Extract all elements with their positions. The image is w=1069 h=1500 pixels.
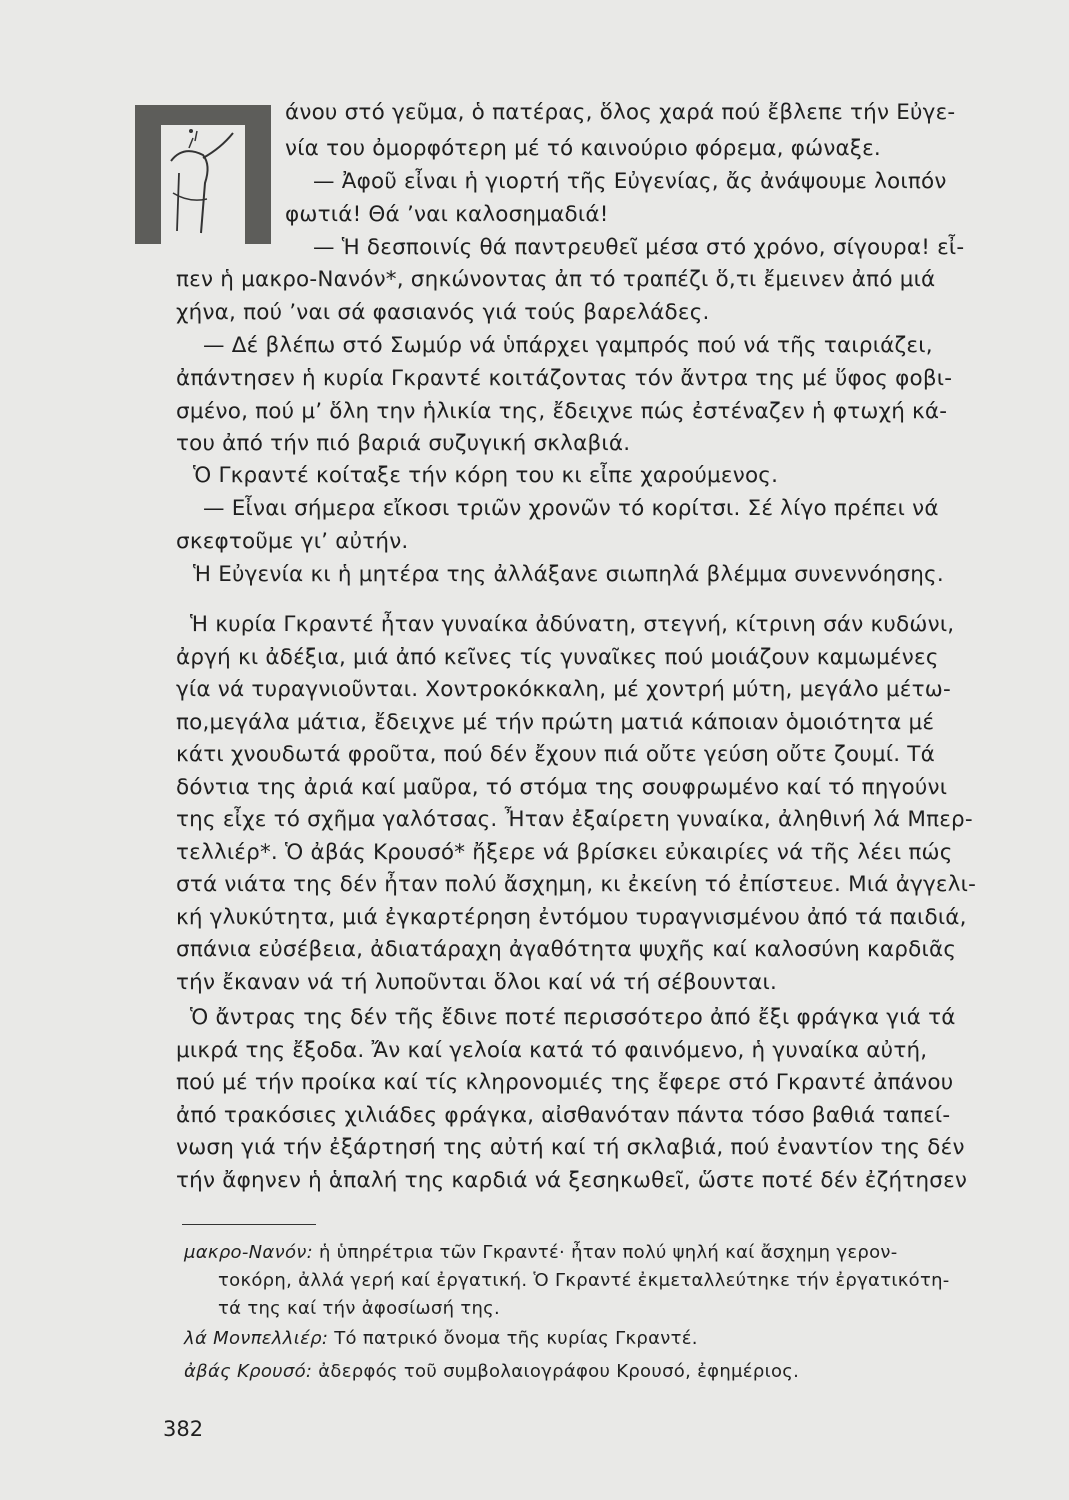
text-line: νία του ὀμορφότερη μέ τό καινούριο φόρεμα, φώναξε. <box>285 136 881 161</box>
text-line: μικρά της ἔξοδα. Ἄν καί γελοία κατά τό φαινόμενο, ἡ γυναίκα αὐτή, <box>176 1038 928 1063</box>
text-line: — Ἡ δεσποινίς θά παντρευθεῖ μέσα στό χρόνο, σίγουρα! εἶ- <box>313 235 965 260</box>
text-line: ἀπάντησεν ἡ κυρία Γκραντέ κοιτάζοντας τόν ἄντρα της μέ ὕφος φοβι- <box>176 366 953 391</box>
footnote <box>184 1361 799 1382</box>
text-line: της εἶχε τό σχῆμα γαλότσας. Ἦταν ἐξαίρετη γυναίκα, ἀληθινή λά Μπερ- <box>176 807 973 832</box>
footnote-text: ἀδερφός τοῦ συμβολαιογράφου Κρουσό, ἐφημέριος. <box>312 1361 800 1382</box>
footnote-continuation: τοκόρη, ἀλλά γερή καί ἐργατική. Ὁ Γκραντέ ἐκμεταλλεύτηκε τήν ἐργατικότη- <box>218 1270 950 1291</box>
footnote-term: ἀβάς Κρουσό: <box>184 1361 313 1382</box>
text-line: γία νά τυραγνιοῦνται. Χοντροκόκκαλη, μέ χοντρή μύτη, μεγάλο μέτω- <box>176 677 951 702</box>
footnote-continuation: τά της καί τήν ἀφοσίωσή της. <box>218 1298 501 1319</box>
text-line: σκεφτοῦμε γι’ αὐτήν. <box>176 529 409 554</box>
text-line: νωση γιά τήν ἐξάρτησή της αὐτή καί τή σκλαβιά, πού ἐναντίον της δέν <box>176 1135 965 1160</box>
text-line: τελλιέρ*. Ὁ ἀβάς Κρουσό* ἤξερε νά βρίσκει εὐκαιρίες νά τῆς λέει πώς <box>176 840 953 865</box>
footnote-term: λά Μονπελλιέρ: <box>184 1328 329 1349</box>
footnote <box>184 1242 898 1263</box>
text-line: κάτι χνουδωτά φροῦτα, πού δέν ἔχουν πιά οὔτε γεύση οὔτε ζουμί. Τά <box>176 742 936 767</box>
text-line: Ἡ κυρία Γκραντέ ἦταν γυναίκα ἀδύνατη, στεγνή, κίτρινη σάν κυδώνι, <box>190 612 955 637</box>
text-line: ἀργή κι ἀδέξια, μιά ἀπό κεῖνες τίς γυναῖκες πού μοιάζουν καμωμένες <box>176 645 939 670</box>
text-line: σμένο, πού μ’ ὅλη την ἡλικία της, ἔδειχνε πώς ἐστέναζεν ἡ φτωχή κά- <box>176 399 948 424</box>
footnote-term: μακρο-Νανόν: <box>184 1242 313 1263</box>
text-line: Ἡ Εὐγενία κι ἡ μητέρα της ἀλλάξανε σιωπηλά βλέμμα συνεννόησης. <box>193 562 944 587</box>
footnote-text: ἡ ὑπηρέτρια τῶν Γκραντέ· ἦταν πολύ ψηλή καί ἄσχημη γερον- <box>312 1242 898 1263</box>
decorated-initial-letter <box>133 103 273 246</box>
text-line: τήν ἄφηνεν ἡ ἁπαλή της καρδιά νά ξεσηκωθεῖ, ὥστε ποτέ δέν ἐζήτησεν <box>176 1168 968 1193</box>
text-line: — Δέ βλέπω στό Σωμύρ νά ὑπάρχει γαμπρός πού νά τῆς ταιριάζει, <box>203 333 933 358</box>
text-line: ἀπό τρακόσιες χιλιάδες φράγκα, αἰσθανόταν πάντα τόσο βαθιά ταπεί- <box>176 1103 951 1128</box>
text-line: Ὁ ἄντρας της δέν τῆς ἔδινε ποτέ περισσότερο ἀπό ἔξι φράγκα γιά τά <box>190 1005 956 1030</box>
text-line: — Ἀφοῦ εἶναι ἡ γιορτή τῆς Εὐγενίας, ἄς ἀνάψουμε λοιπόν <box>313 169 947 194</box>
footnote <box>184 1328 698 1349</box>
text-line: τήν ἔκαναν νά τή λυποῦνται ὅλοι καί νά τή σέβουνται. <box>176 970 777 995</box>
text-line: στά νιάτα της δέν ἦταν πολύ ἄσχημη, κι ἐκείνη τό ἐπίστευε. Μιά ἀγγελι- <box>176 872 977 897</box>
text-line: του ἀπό τήν πιό βαριά συζυγική σκλαβιά. <box>176 431 631 456</box>
text-line: χήνα, πού ’ναι σά φασιανός γιά τούς βαρελάδες. <box>176 300 710 325</box>
page-number: 382 <box>163 1417 204 1441</box>
text-line: πού μέ τήν προίκα καί τίς κληρονομιές της ἔφερε στό Γκραντέ ἀπάνου <box>176 1070 954 1095</box>
text-line: πεν ἡ μακρο-Νανόν*, σηκώνοντας ἀπ τό τραπέζι ὅ,τι ἔμεινεν ἀπό μιά <box>176 267 936 292</box>
text-line: Ὁ Γκραντέ κοίταξε τήν κόρη του κι εἶπε χαρούμενος. <box>193 463 779 488</box>
text-line: σπάνια εὐσέβεια, ἀδιατάραχη ἀγαθότητα ψυχῆς καί καλοσύνη καρδιᾶς <box>176 937 957 962</box>
text-line: κή γλυκύτητα, μιά ἐγκαρτέρηση ἐντόμου τυραγνισμένου ἀπό τά παιδιά, <box>176 905 967 930</box>
text-line: φωτιά! Θά ’ναι καλοσημαδιά! <box>285 202 609 227</box>
text-line: πο,μεγάλα μάτια, ἔδειχνε μέ τήν πρώτη ματιά κάποιαν ὁμοιότητα μέ <box>176 710 935 735</box>
footnote-divider <box>182 1224 316 1225</box>
text-line: δόντια της ἀριά καί μαῦρα, τό στόμα της σουφρωμένο καί τό πηγούνι <box>176 775 948 800</box>
footnote-text: Τό πατρικό ὄνομα τῆς κυρίας Γκραντέ. <box>328 1328 698 1349</box>
text-line: — Εἶναι σήμερα εἴκοσι τριῶν χρονῶν τό κορίτσι. Σέ λίγο πρέπει νά <box>203 496 939 521</box>
text-line: άνου στό γεῦμα, ὁ πατέρας, ὅλος χαρά πού ἔβλεπε τήν Εὐγε- <box>285 100 956 125</box>
